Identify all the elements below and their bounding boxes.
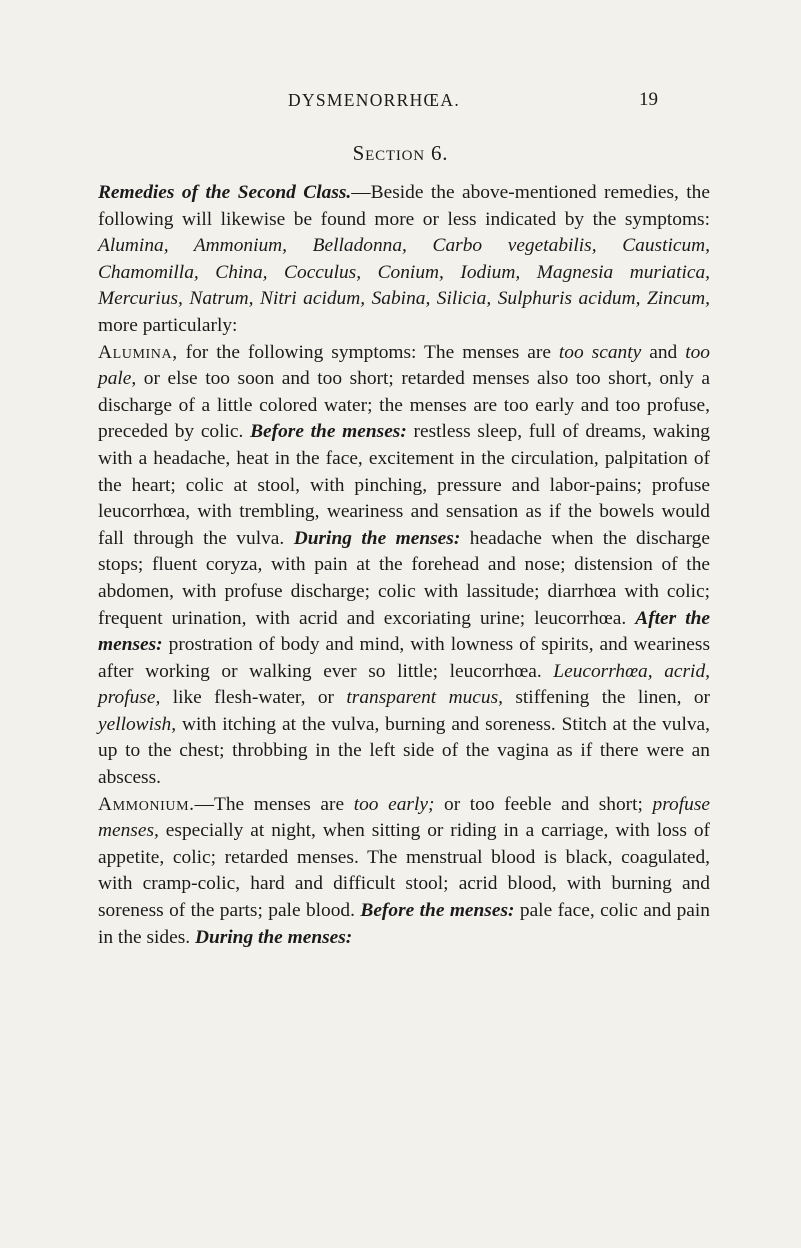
remedy-name: Ammonium. <box>98 793 195 815</box>
text-run: Before the menses: <box>250 421 407 443</box>
text-run: too early; <box>353 793 435 815</box>
text-run: more particularly: <box>98 314 238 336</box>
text-run: —Beside the above-mentioned remedies, the following will likewise be found more or less indicated by the symptoms: <box>98 182 710 230</box>
body-text <box>98 180 710 951</box>
paragraph-alumina <box>98 340 710 792</box>
remedy-name: Alumina, <box>98 341 178 363</box>
text-run: restless sleep, full of dreams, waking with a headache, heat in the face, excitement in the circulation, palpitation of the heart; colic at stool, with pinching, pressure and labor-pains; profuse leucorrhœa, with trembling, weariness and sensation as if the bowels would fall through the vulva. <box>98 421 710 549</box>
text-run: Remedies of the Second Class. <box>98 182 352 203</box>
paragraph-second-class-remedies <box>98 180 710 340</box>
text-run: pale face, colic and pain in the sides. <box>98 900 710 948</box>
text-run: and <box>641 341 686 363</box>
text-run: too pale <box>98 341 710 390</box>
text-run: stiffening the linen, or <box>502 687 710 709</box>
text-run: During the menses: <box>293 527 461 549</box>
text-run: especially at night, when sitting or riding in a carriage, with loss of appetite, colic; retarded menses. The menstrual blood is black, coagulated, with cramp-colic, hard and difficult stool; acrid blood, with burning and soreness of the parts; pale blood. <box>98 820 710 922</box>
text-run: like flesh-water, or <box>160 687 347 709</box>
text-run: Before the menses: <box>360 900 515 922</box>
section-heading: Section 6. <box>352 141 449 165</box>
text-run: with itching at the vulva, burning and soreness. Stitch at the vulva, up to the chest; throbbing in the left side of the vagina as if there were an abscess. <box>98 713 710 789</box>
text-run: or too feeble and short; <box>434 793 653 815</box>
text-run: transparent mucus, <box>346 687 503 709</box>
text-run: , or else too soon and too short; retarded menses also too short, only a discharge of a little colored water; the menses are too early and too profuse, preceded by colic. <box>98 368 710 443</box>
text-run: —The menses are <box>194 793 354 815</box>
text-run: yellowish, <box>98 713 177 735</box>
text-run: for the following symptoms: The menses are <box>177 341 559 363</box>
paragraph-ammonium <box>98 792 710 952</box>
text-run: Leucorrhœa, acrid, profuse, <box>98 660 710 709</box>
text-run: too scanty <box>558 341 642 363</box>
text-run: headache when the discharge stops; fluent coryza, with pain at the forehead and nose; distension of the abdomen, with profuse discharge; colic with lassitude; diarrhœa with colic; frequent urination, with acrid and excoriating urine; leucorrhœa. <box>98 527 710 629</box>
text-run: During the menses: <box>194 926 353 948</box>
running-title: DYSMENORRHŒA. <box>288 90 460 110</box>
text-run: After the menses: <box>98 607 711 656</box>
text-run: profuse menses, <box>98 793 710 842</box>
page-number: 19 <box>639 89 658 110</box>
text-run: Alumina, Ammonium, Belladonna, Carbo vegetabilis, Causticum, Chamomilla, China, Cocculus, Conium, Iodium, Magnesia muriatica, Mercurius, Natrum, Nitri acidum, Sabina, Silicia, Sulphuris acidum, Zincum, <box>98 235 710 310</box>
text-run: prostration of body and mind, with lowness of spirits, and weariness after working or walking ever so little; leucorrhœa. <box>98 634 710 682</box>
running-head <box>252 88 658 112</box>
